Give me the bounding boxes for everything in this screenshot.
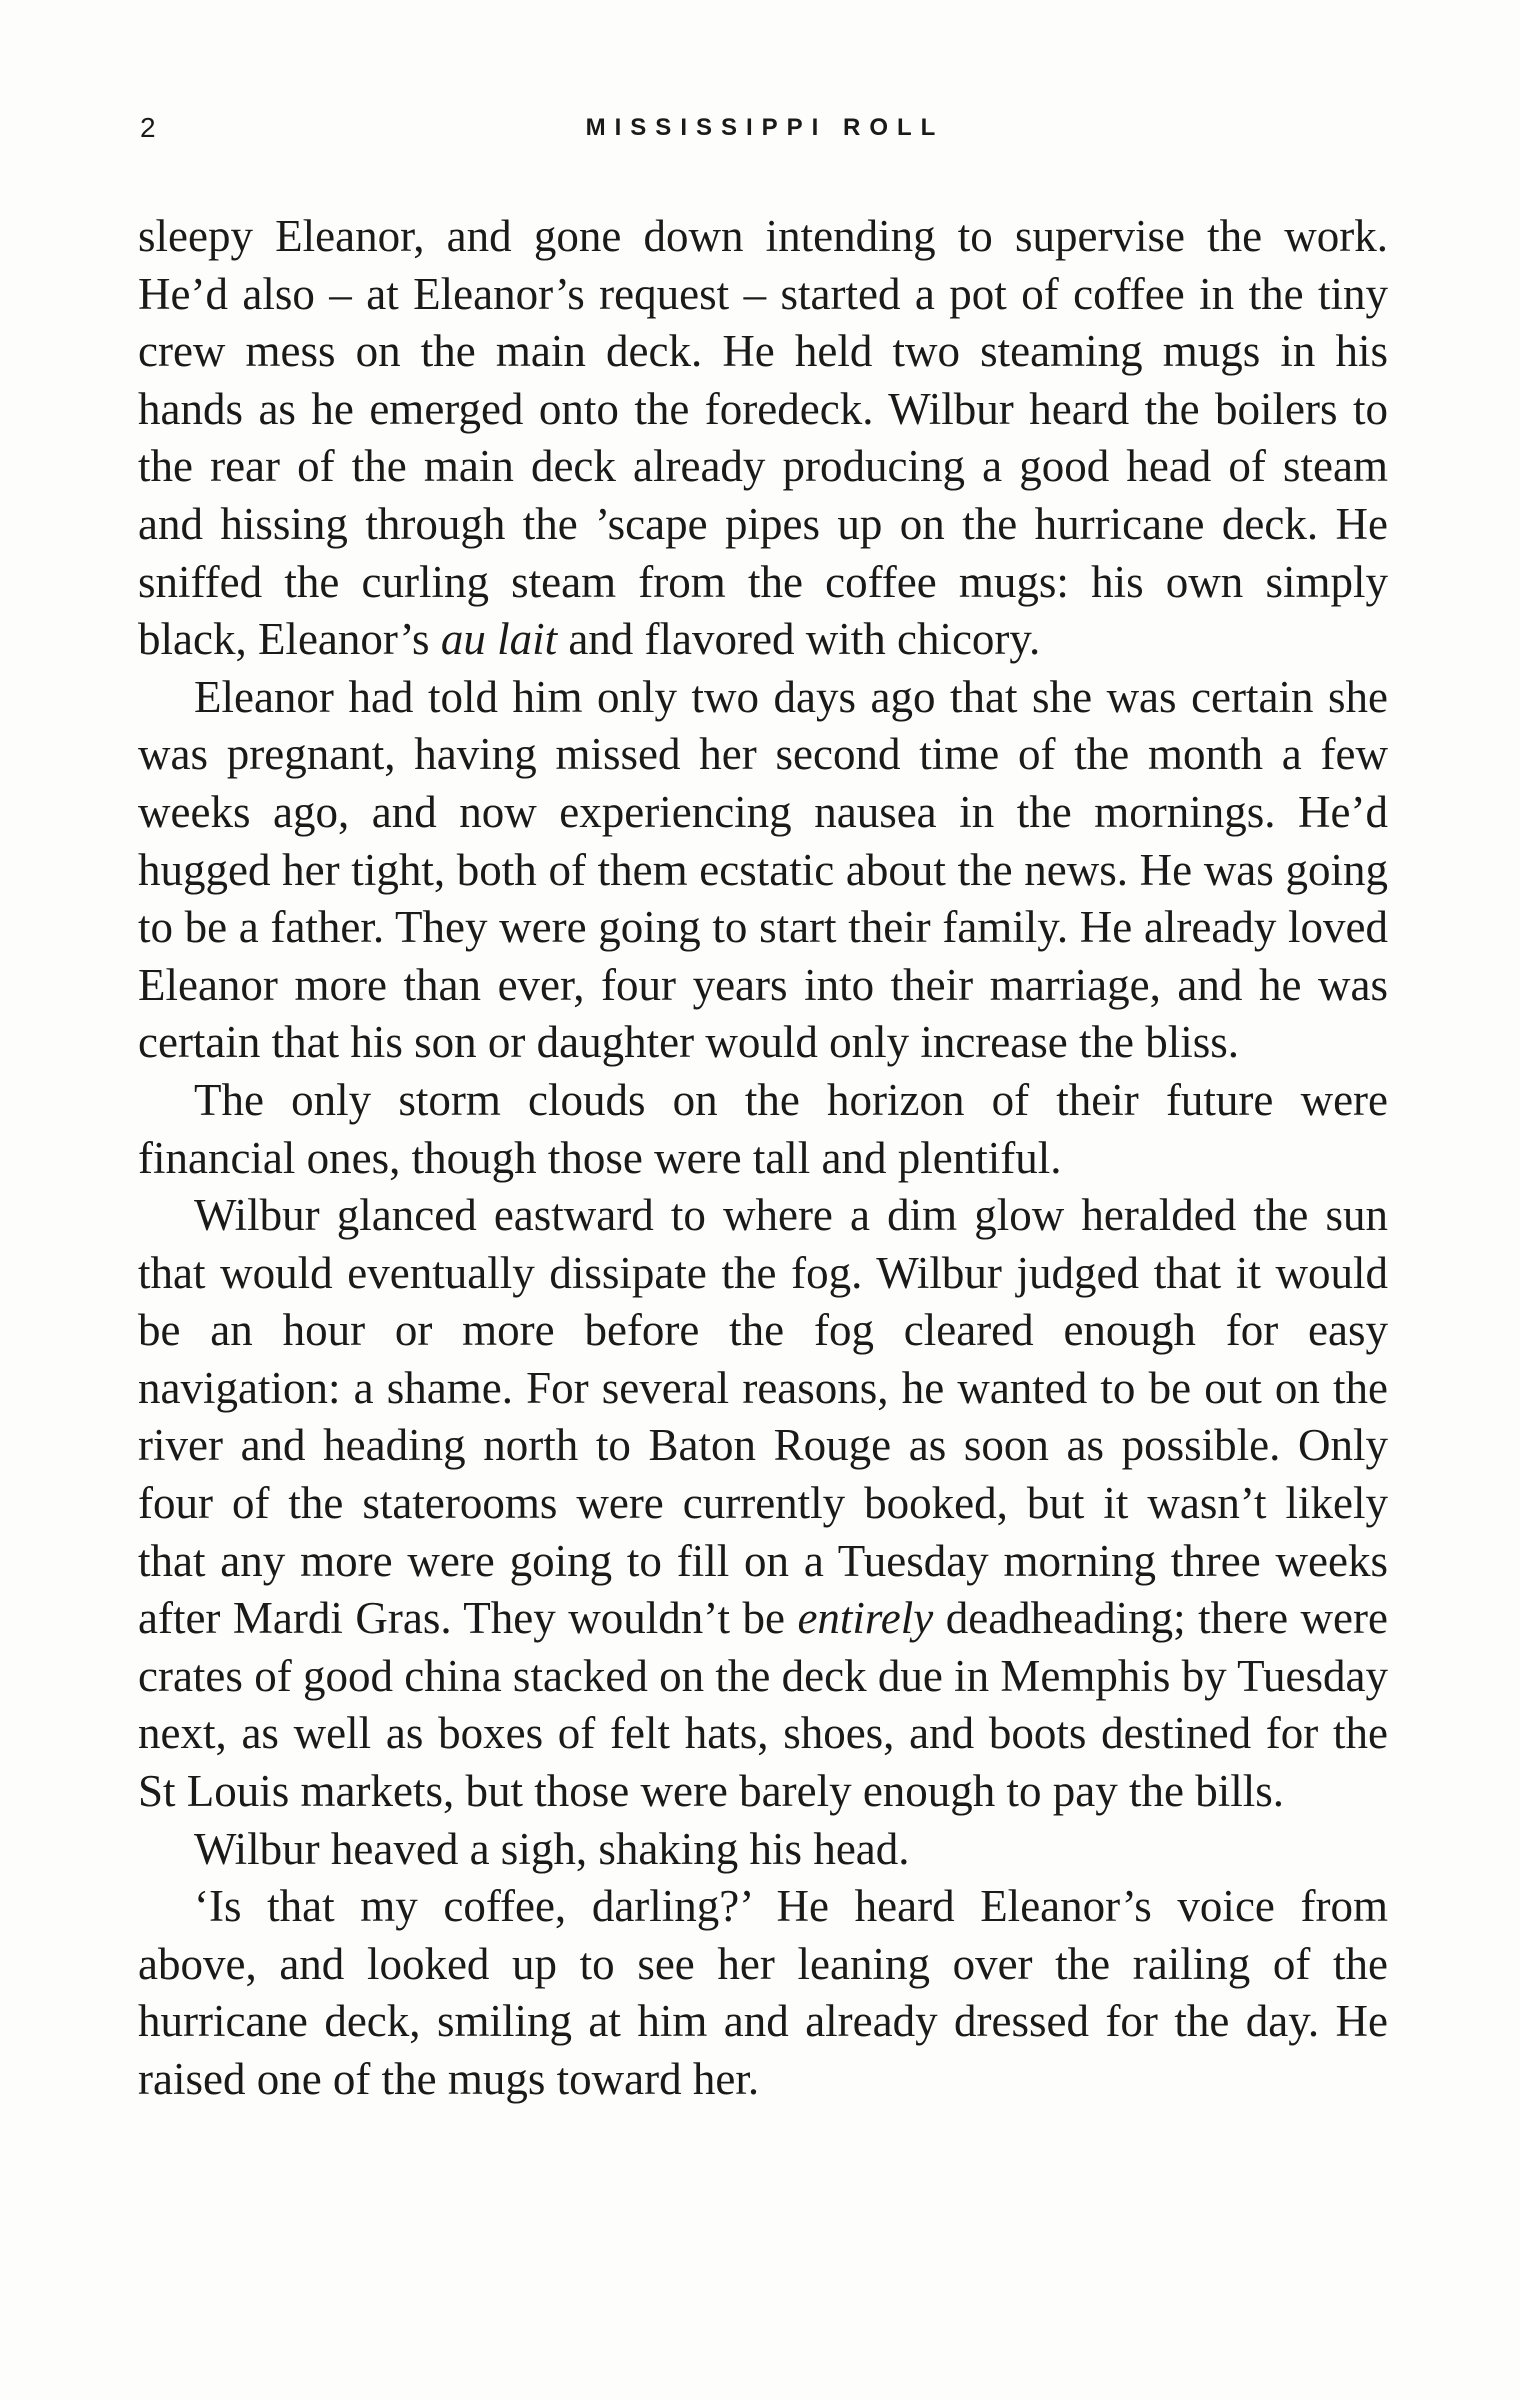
- paragraph-5: Wilbur heaved a sigh, shaking his head.: [194, 1823, 910, 1874]
- paragraph-4-text-a: Wilbur glanced eastward to where a dim glow heralded the sun that would eventually dissipate the fog. Wilbur judged that it would be an hour or more before the fog cleared enough for easy navigation: a shame. For several reasons, he wanted to be out on the river and heading north to Baton Rouge as soon as possible. Only four of the staterooms were currently booked, but it wasn’t likely that any more were going to fill on a Tuesday morning three weeks after Mardi Gras. They wouldn’t be: [138, 1190, 1388, 1644]
- paragraph-6: ‘Is that my coffee, darling?’ He heard Eleanor’s voice from above, and looked up to see her leaning over the railing of the hurricane deck, smiling at him and already dressed for the day. He raised one of the mugs toward her.: [138, 1881, 1388, 2104]
- paragraph-1-italic: au lait: [440, 614, 558, 665]
- page-number: 2: [140, 112, 156, 143]
- paragraph-4-italic: entirely: [797, 1593, 934, 1644]
- paragraph-3: The only storm clouds on the horizon of their future were financial ones, though those were tall and plentiful.: [138, 1074, 1388, 1183]
- paragraph-1-text-b: and flavored with chicory.: [557, 614, 1041, 665]
- paragraph-4: [138, 1187, 1388, 1821]
- body-text: [138, 208, 1388, 2109]
- page-header: [140, 112, 1390, 152]
- paragraph-4-text-b: deadheading; there were crates of good china stacked on the deck due in Memphis by Tuesday next, as well as boxes of felt hats, shoes, and boots destined for the St Louis markets, but those were barely enough to pay the bills.: [138, 1593, 1388, 1817]
- running-title: MISSISSIPPI ROLL: [585, 114, 945, 141]
- paragraph-1-text-a: sleepy Eleanor, and gone down intending to supervise the work. He’d also – at Eleanor’s request – started a pot of coffee in the tiny crew mess on the main deck. He held two steaming mugs in his hands as he emerged onto the foredeck. Wilbur heard the boilers to the rear of the main deck already producing a good head of steam and hissing through the ’scape pipes up on the hurricane deck. He sniffed the curling steam from the coffee mugs: his own simply black, Eleanor’s: [138, 211, 1388, 665]
- paragraph-1: [138, 208, 1388, 669]
- paragraph-2: Eleanor had told him only two days ago that she was certain she was pregnant, having missed her second time of the month a few weeks ago, and now experiencing nausea in the mornings. He’d hugged her tight, both of them ecstatic about the news. He was going to be a father. They were going to start their family. He already loved Eleanor more than ever, four years into their marriage, and he was certain that his son or daughter would only increase the bliss.: [138, 671, 1388, 1068]
